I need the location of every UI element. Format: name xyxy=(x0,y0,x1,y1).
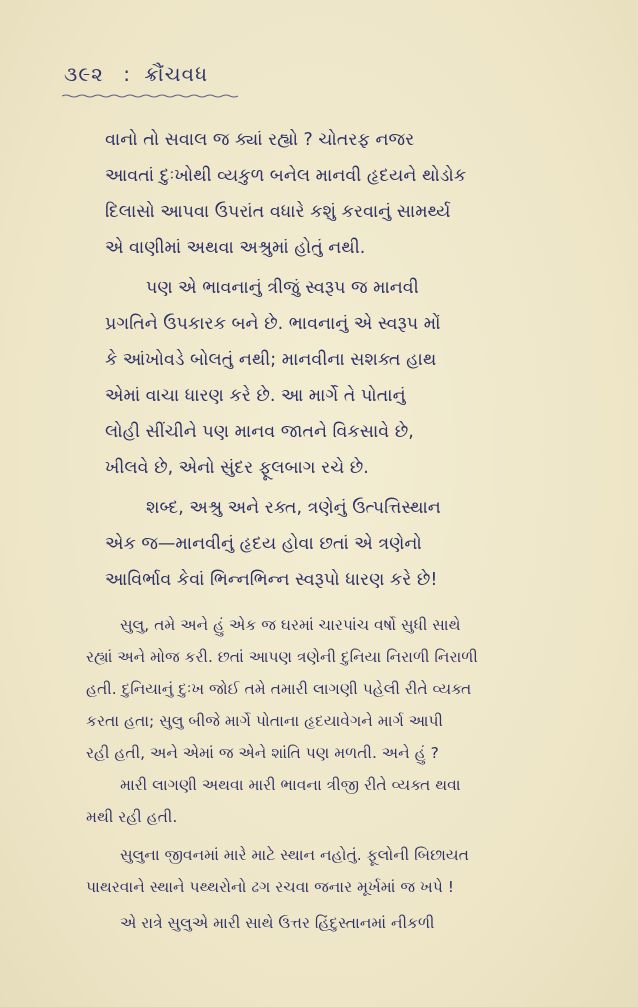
text-line: એ વાણીમાં અથવા અશ્રુમાં હોતું નથી. xyxy=(105,238,366,258)
page-number: ૩૯૨ xyxy=(64,62,104,86)
text-line: કરતા હતા; સુલુ બીજે માર્ગે પોતાના હૃદયાવેગને માર્ગ આપી xyxy=(86,712,443,730)
text-line: સુલુ, તમે અને હું એક જ ઘરમાં ચારપાંચ વર્ષો સુધી સાથે xyxy=(120,616,461,634)
text-line: વાનો તો સવાલ જ ક્યાં રહ્યો ? ચોતરફ નજર xyxy=(105,130,415,150)
text-line: લોહી સીંચીને પણ માનવ જાતને વિકસાવે છે, xyxy=(105,422,414,442)
text-line: હતી. દુનિયાનું દુઃખ જોઈ તમે તમારી લાગણી પહેલી રીતે વ્યક્ત xyxy=(86,680,472,698)
text-line: રહી હતી, અને એમાં જ એને શાંતિ પણ મળતી. અને હું ? xyxy=(86,744,439,762)
text-line: એ રાત્રે સુલુએ મારી સાથે ઉત્તર હિંદુસ્તાનમાં નીકળી xyxy=(120,914,435,932)
text-line: પાથરવાને સ્થાને પથ્થરોનો ઢગ રચવા જનાર મૂર્ખમાં જ ખપે ! xyxy=(86,878,454,896)
text-line: ખીલવે છે, એનો સુંદર ફૂલબાગ રચે છે. xyxy=(105,458,369,478)
text-line: રહ્યાં અને મોજ કરી. છતાં આપણ ત્રણેની દુનિયા નિરાળી નિરાળી xyxy=(86,648,478,666)
text-line: એક જ—માનવીનું હૃદય હોવા છતાં એ ત્રણેનો xyxy=(105,534,422,554)
text-line: મારી લાગણી અથવા મારી ભાવના ત્રીજી રીતે વ્યક્ત થવા xyxy=(120,776,461,794)
header-separator: : xyxy=(123,62,132,86)
text-line: આવતાં દુઃખોથી વ્યકુળ બનેલ માનવી હૃદયને થોડોક xyxy=(105,166,467,186)
text-line: મથી રહી હતી. xyxy=(86,808,178,826)
book-title: ક્રૌંચવધ xyxy=(144,62,209,86)
text-line: દિલાસો આપવા ઉપરાંત વધારે કશું કરવાનું સામર્થ્ય xyxy=(105,202,451,222)
text-line: પણ એ ભાવનાનું ત્રીજું સ્વરૂપ જ માનવી xyxy=(146,278,419,298)
text-line: પ્રગતિને ઉપકારક બને છે. ભાવનાનું એ સ્વરૂપ મોં xyxy=(105,314,441,334)
text-line: સુલુના જીવનમાં મારે માટે સ્થાન નહોતું. ફૂલોની બિછાયત xyxy=(120,846,469,864)
text-line: એમાં વાચા ધારણ કરે છે. આ માર્ગે તે પોતાનું xyxy=(105,386,406,406)
text-line: આવિર્ભાવ કેવાં ભિન્નભિન્ન સ્વરૂપો ધારણ કરે છે! xyxy=(105,570,438,590)
text-line: કે આંખોવડે બોલતું નથી; માનવીના સશક્ત હાથ xyxy=(105,350,437,370)
text-line: શબ્દ, અશ્રુ અને રક્ત, ત્રણેનું ઉત્પત્તિસ્થાન xyxy=(146,498,441,518)
